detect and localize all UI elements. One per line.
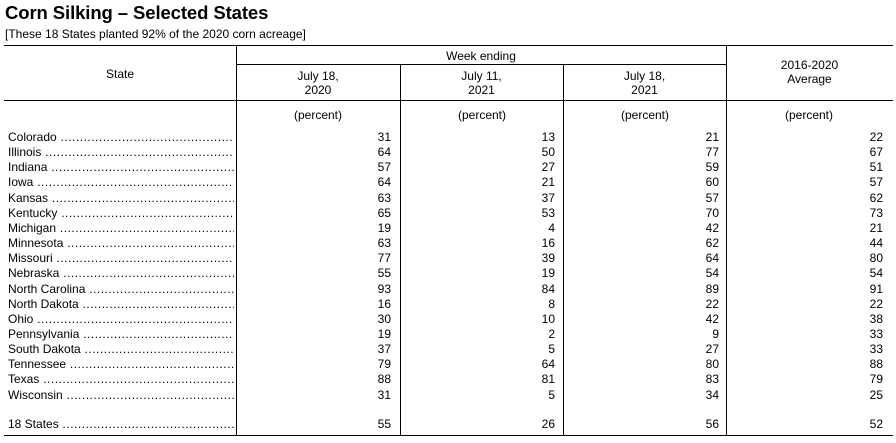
state-name: Texas ..... <box>8 372 234 386</box>
col3-header <box>563 69 726 97</box>
state-name: Colorado ..... <box>8 130 234 144</box>
value-cell: 73 <box>869 206 883 220</box>
state-cell <box>8 160 234 175</box>
value-cell: 27 <box>541 160 555 174</box>
value-cell: 64 <box>377 145 391 159</box>
state-cell <box>8 342 234 357</box>
value-cell: 25 <box>869 388 883 402</box>
value-cell: 62 <box>869 191 883 205</box>
value-cell: 37 <box>377 342 391 356</box>
table-row <box>0 357 896 372</box>
table-row <box>0 327 896 342</box>
state-column-header: State <box>105 67 135 81</box>
state-cell <box>8 145 234 160</box>
state-cell <box>8 327 234 342</box>
table-row <box>0 372 896 387</box>
value-cell: 33 <box>869 342 883 356</box>
table-row <box>0 145 896 160</box>
value-cell: 22 <box>869 130 883 144</box>
state-name: Tennessee ..... <box>8 357 234 371</box>
value-cell: 55 <box>377 266 391 280</box>
value-cell: 65 <box>377 206 391 220</box>
state-name: Minnesota ..... <box>8 236 234 250</box>
table-row <box>0 206 896 221</box>
table-row <box>0 175 896 190</box>
col1-header <box>236 69 400 97</box>
value-cell: 19 <box>377 221 391 235</box>
value-cell: 80 <box>869 251 883 265</box>
state-cell <box>8 221 234 236</box>
value-cell: 8 <box>548 297 555 311</box>
state-cell <box>8 130 234 145</box>
value-cell: 30 <box>377 312 391 326</box>
table-row <box>0 251 896 266</box>
state-cell <box>8 417 234 432</box>
value-cell: 79 <box>377 357 391 371</box>
value-cell: 21 <box>705 130 719 144</box>
col2-header-line1: July 11, <box>461 69 502 83</box>
value-cell: 57 <box>869 175 883 189</box>
state-cell <box>8 388 234 403</box>
state-name: South Dakota ..... <box>8 342 234 356</box>
table-row <box>0 297 896 312</box>
table-row <box>0 160 896 175</box>
state-name: 18 States ..... <box>8 417 234 431</box>
value-cell: 50 <box>541 145 555 159</box>
state-name: Indiana ..... <box>8 160 234 174</box>
value-cell: 64 <box>377 175 391 189</box>
state-cell <box>8 372 234 387</box>
value-cell: 52 <box>869 417 883 431</box>
col1-header-line2: 2020 <box>304 83 332 97</box>
table-top-rule <box>4 45 893 46</box>
value-cell: 56 <box>705 417 719 431</box>
value-cell: 31 <box>377 388 391 402</box>
table-bottom-rule <box>4 435 893 436</box>
value-cell: 57 <box>377 160 391 174</box>
state-name: Iowa ..... <box>8 175 234 189</box>
value-cell: 91 <box>869 282 883 296</box>
value-cell: 44 <box>869 236 883 250</box>
state-name: Missouri ..... <box>8 251 234 265</box>
value-cell: 84 <box>541 282 555 296</box>
value-cell: 9 <box>712 327 719 341</box>
week-ending-rule <box>236 64 726 65</box>
value-cell: 5 <box>548 342 555 356</box>
table-row <box>0 388 896 403</box>
value-cell: 79 <box>869 372 883 386</box>
state-cell <box>8 251 234 266</box>
value-cell: 63 <box>377 191 391 205</box>
unit-label: (percent) <box>620 108 670 122</box>
state-name: Ohio ..... <box>8 312 234 326</box>
value-cell: 54 <box>869 266 883 280</box>
value-cell: 77 <box>705 145 719 159</box>
value-cell: 16 <box>377 297 391 311</box>
col3-header-line1: July 18, <box>623 69 666 83</box>
state-name: North Dakota ..... <box>8 297 234 311</box>
state-name: Kentucky ..... <box>8 206 234 220</box>
value-cell: 60 <box>705 175 719 189</box>
state-cell <box>8 282 234 297</box>
value-cell: 55 <box>377 417 391 431</box>
value-cell: 83 <box>705 372 719 386</box>
value-cell: 13 <box>541 130 555 144</box>
value-cell: 57 <box>705 191 719 205</box>
value-cell: 22 <box>705 297 719 311</box>
state-cell <box>8 312 234 327</box>
col4-header-line1: 2016-2020 <box>780 58 839 72</box>
table-row <box>0 130 896 145</box>
state-name: Pennsylvania ..... <box>8 327 234 341</box>
state-name: Kansas ..... <box>8 191 234 205</box>
value-cell: 64 <box>705 251 719 265</box>
value-cell: 38 <box>869 312 883 326</box>
value-cell: 89 <box>705 282 719 296</box>
value-cell: 54 <box>705 266 719 280</box>
col2-header <box>400 69 563 97</box>
state-cell <box>8 191 234 206</box>
value-cell: 21 <box>869 221 883 235</box>
value-cell: 64 <box>541 357 555 371</box>
value-cell: 42 <box>705 312 719 326</box>
value-cell: 21 <box>541 175 555 189</box>
unit-label: (percent) <box>784 108 834 122</box>
value-cell: 93 <box>377 282 391 296</box>
unit-label: (percent) <box>293 108 343 122</box>
value-cell: 77 <box>377 251 391 265</box>
state-cell <box>8 297 234 312</box>
week-ending-header: Week ending <box>446 49 516 63</box>
value-cell: 59 <box>705 160 719 174</box>
value-cell: 5 <box>548 388 555 402</box>
value-cell: 22 <box>869 297 883 311</box>
col4-header <box>726 58 893 86</box>
value-cell: 80 <box>705 357 719 371</box>
value-cell: 31 <box>377 130 391 144</box>
table-row <box>0 221 896 236</box>
value-cell: 16 <box>541 236 555 250</box>
value-cell: 70 <box>705 206 719 220</box>
value-cell: 10 <box>541 312 555 326</box>
table-row <box>0 236 896 251</box>
value-cell: 81 <box>541 372 555 386</box>
value-cell: 42 <box>705 221 719 235</box>
table-row <box>0 266 896 281</box>
table-row <box>0 191 896 206</box>
value-cell: 39 <box>541 251 555 265</box>
state-cell <box>8 175 234 190</box>
value-cell: 37 <box>541 191 555 205</box>
page-title: Corn Silking – Selected States <box>5 2 269 23</box>
total-row <box>0 417 896 432</box>
value-cell: 88 <box>377 372 391 386</box>
value-cell: 53 <box>541 206 555 220</box>
col1-header-line1: July 18, <box>297 69 339 83</box>
col2-header-line2: 2021 <box>468 83 495 97</box>
value-cell: 19 <box>377 327 391 341</box>
value-cell: 62 <box>705 236 719 250</box>
col3-header-line2: 2021 <box>631 83 658 97</box>
value-cell: 88 <box>869 357 883 371</box>
value-cell: 63 <box>377 236 391 250</box>
header-bottom-rule <box>4 100 893 101</box>
state-name: North Carolina ..... <box>8 282 234 296</box>
value-cell: 34 <box>705 388 719 402</box>
state-name: Wisconsin ..... <box>8 388 234 402</box>
value-cell: 67 <box>869 145 883 159</box>
table-row <box>0 312 896 327</box>
unit-label: (percent) <box>457 108 507 122</box>
state-cell <box>8 206 234 221</box>
value-cell: 27 <box>705 342 719 356</box>
col4-header-line2: Average <box>787 72 832 86</box>
value-cell: 26 <box>541 417 555 431</box>
state-cell <box>8 266 234 281</box>
state-name: Michigan ..... <box>8 221 234 235</box>
value-cell: 51 <box>869 160 883 174</box>
state-name: Nebraska ..... <box>8 266 234 280</box>
value-cell: 19 <box>541 266 555 280</box>
value-cell: 4 <box>548 221 555 235</box>
value-cell: 33 <box>869 327 883 341</box>
value-cell: 2 <box>548 327 555 341</box>
table-row <box>0 342 896 357</box>
table-row <box>0 282 896 297</box>
state-cell <box>8 236 234 251</box>
state-name: Illinois ..... <box>8 145 234 159</box>
page-subtitle: [These 18 States planted 92% of the 2020 corn acreage] <box>5 27 306 41</box>
state-cell <box>8 357 234 372</box>
